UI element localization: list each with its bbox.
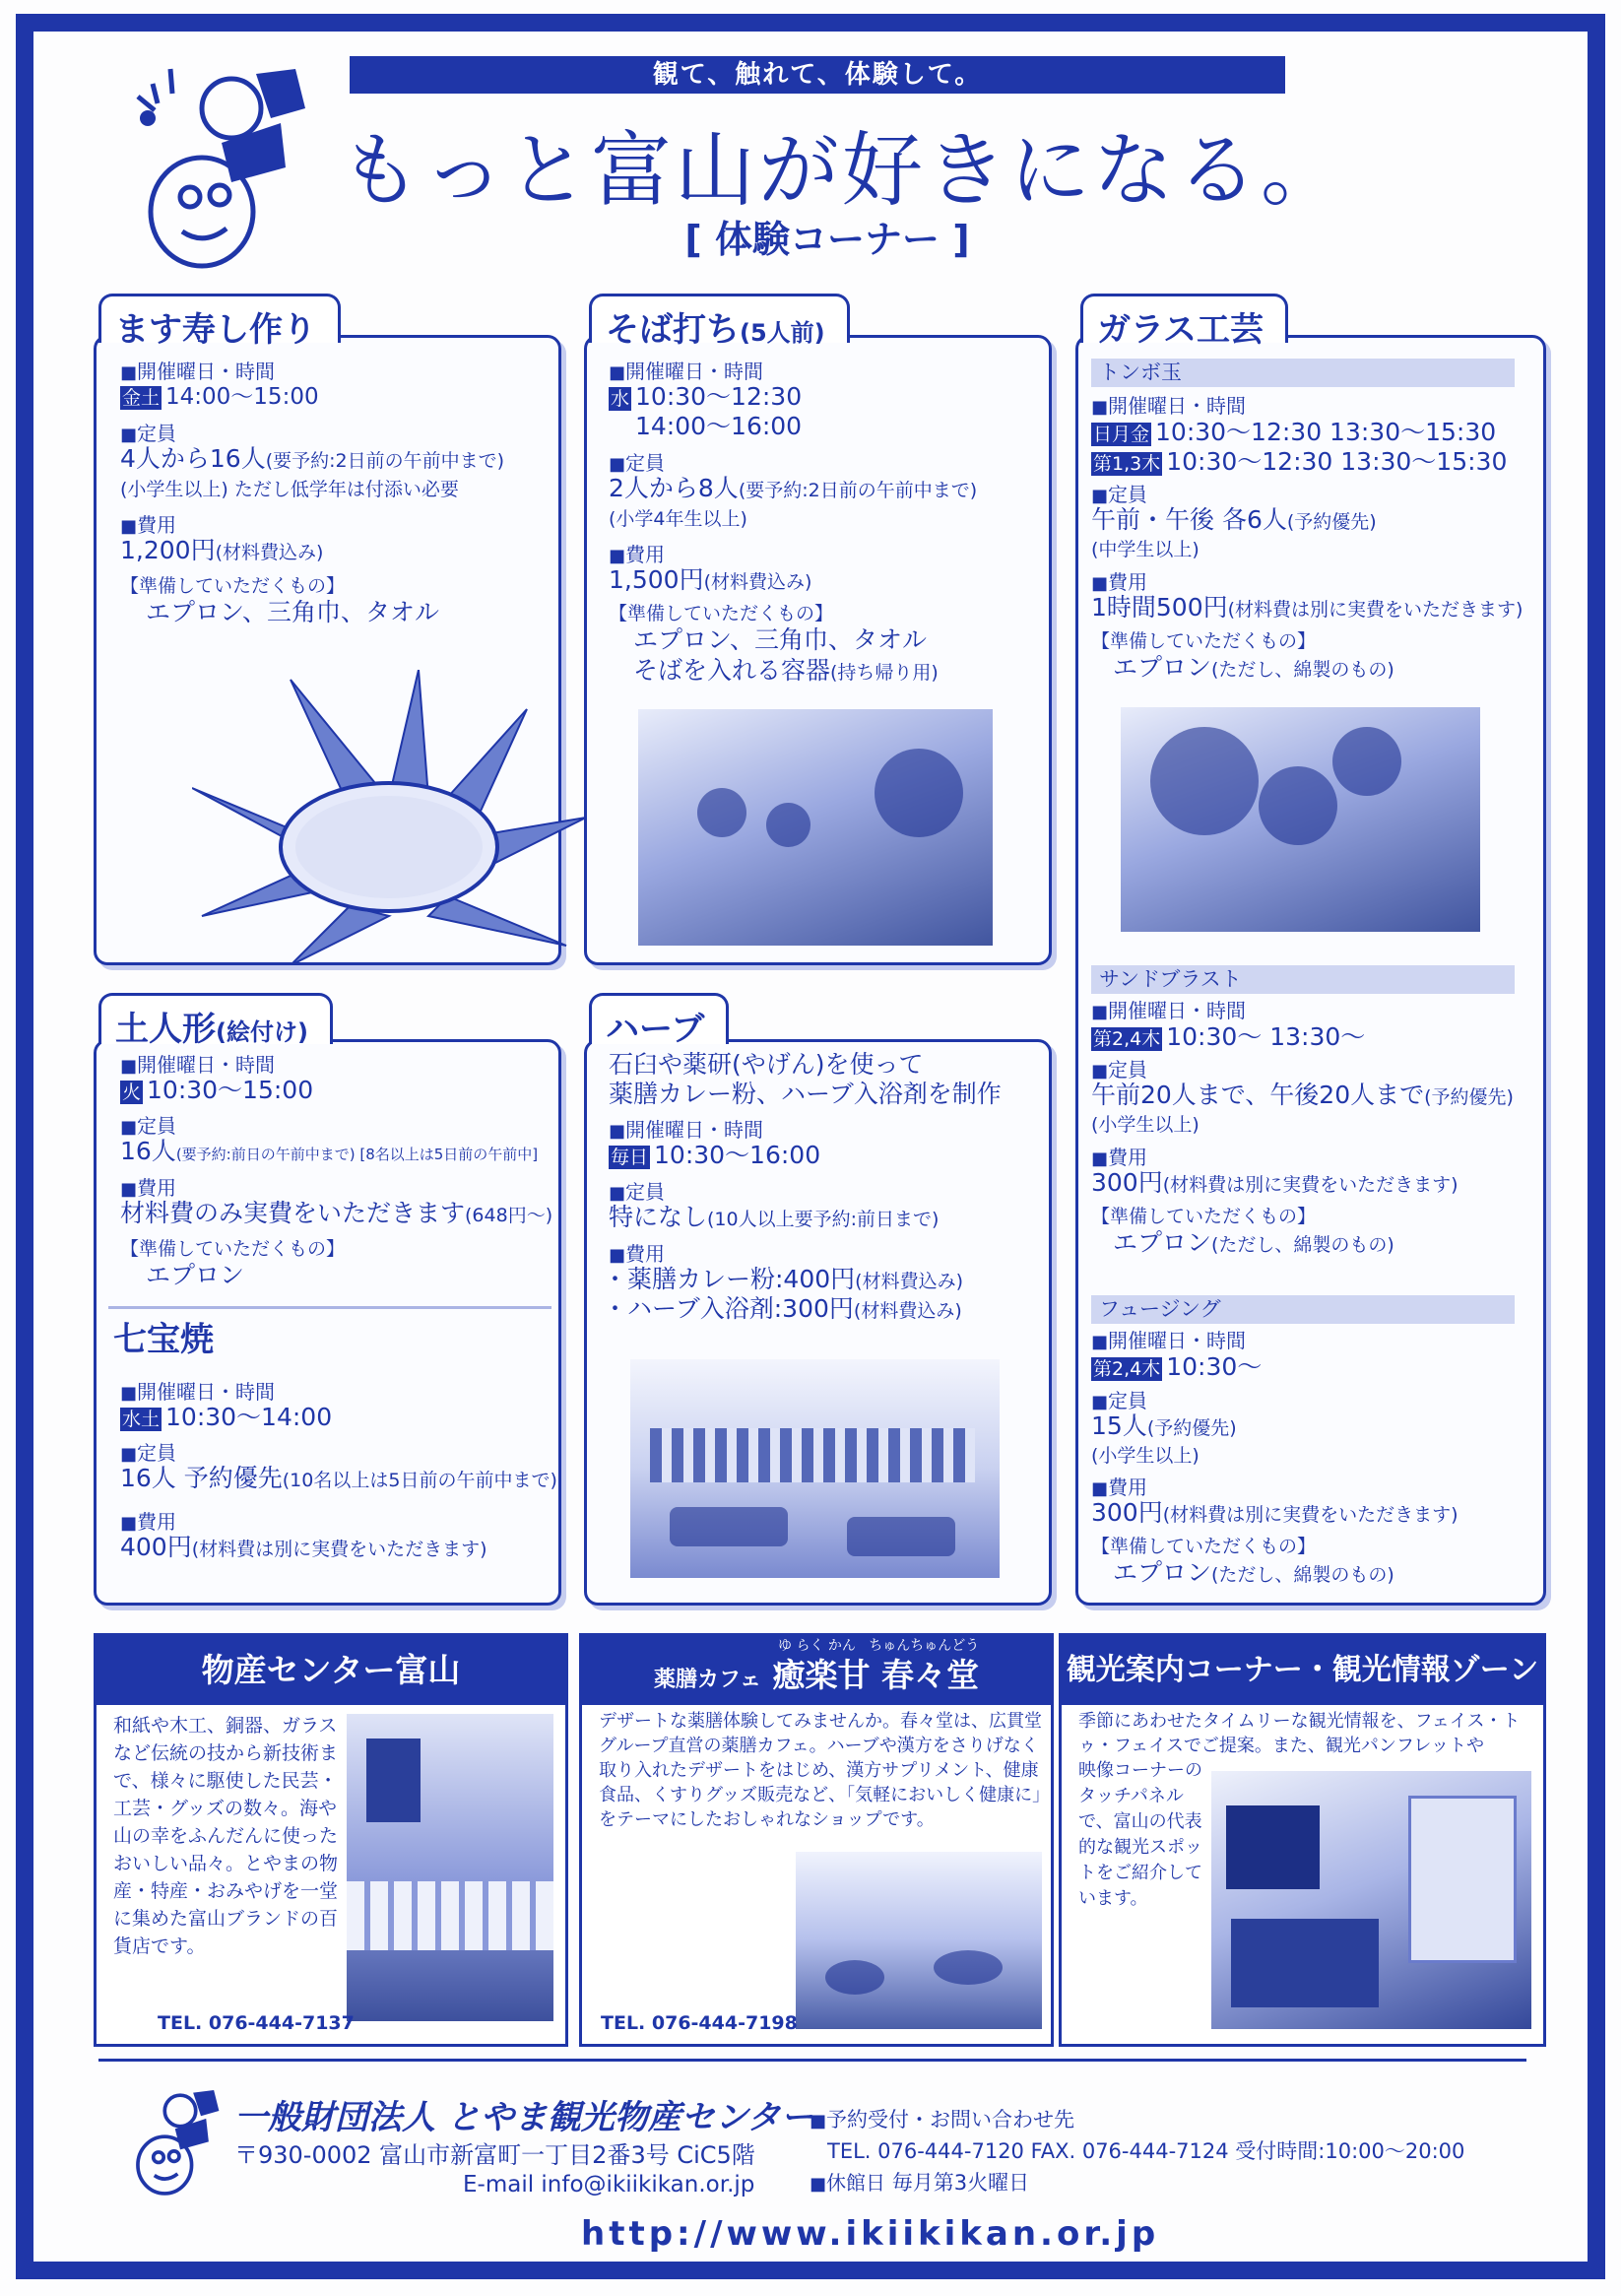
sand-capacity-value: 午前20人まで、午後20人まで [1091, 1081, 1425, 1109]
herb-time: 10:30〜16:00 [654, 1141, 821, 1169]
soba-day-badge: 水 [611, 388, 630, 410]
fusing-fee [1091, 1498, 1459, 1530]
tsuchi-capacity-note: (要予約:前日の午前中まで) [8名以上は5日前の午前中] [175, 1146, 539, 1163]
masu-sushi-illustration [192, 670, 606, 965]
contact-label: ■ 予約受付・お問い合わせ先 [810, 2104, 1074, 2133]
bussan-text: 和紙や木工、銅器、ガラスなど伝統の技から新技術まで、様々に駆使した民芸・工芸・グッズの数々。海や山の幸をふんだんに使ったおいしい品々。とやまの物産・特産・おみやげを一堂に集めた富山ブランドの百貨店です。 [113, 1715, 339, 1957]
cafe-title-main: 癒楽甘 春々堂 [772, 1656, 979, 1694]
soba-capacity [609, 474, 977, 505]
website-url[interactable]: http://www.ikiikikan.or.jp [581, 2214, 1160, 2254]
tsuchi-schedule-label: ■ 開催曜日・時間 [120, 1050, 275, 1082]
masu-day-badge: 金土 [122, 387, 161, 409]
mascot-logo [113, 49, 310, 271]
soba-schedule-label: ■ 開催曜日・時間 [609, 357, 763, 388]
tombo-bring [1113, 653, 1394, 685]
shippo-capacity-note: (10名以上は5日前の午前中まで) [282, 1470, 557, 1491]
shippo-day-badge: 水土 [122, 1409, 161, 1430]
bussan-photo [347, 1714, 553, 2021]
sand-day-badge: 第2,4木 [1093, 1028, 1161, 1050]
soba-bring1: エプロン、三角巾、タオル [633, 625, 928, 654]
sand-subtitle: サンドブラスト [1091, 965, 1515, 994]
tsuchi-day-badge: 火 [122, 1082, 142, 1103]
tsuchi-fee-label: ■ 費用 [120, 1173, 176, 1205]
main-title: もっと富山が好きになる。 [340, 124, 1345, 218]
masu-capacity-note2: (小学生以上) ただし低学年は付添い必要 [120, 479, 459, 500]
shippo-capacity [120, 1464, 557, 1495]
bussan-title: 物産センター富山 [97, 1636, 565, 1705]
soba-fee-value: 1,500円 [609, 565, 704, 594]
title-soba [589, 294, 850, 350]
fusing-bring [1113, 1558, 1394, 1590]
tombo-capacity [1091, 505, 1377, 537]
fusing-capacity-label: ■ 定員 [1091, 1386, 1147, 1417]
sand-schedule [1091, 1022, 1365, 1052]
herb-desc1: 石臼や薬研(やげん)を使って [609, 1050, 924, 1079]
soba-bring-label: 【準備していただくもの】 [609, 603, 834, 624]
shippo-fee-value: 400円 [120, 1533, 192, 1561]
sand-bring [1113, 1228, 1394, 1260]
email-link[interactable]: E-mail info@ikiikikan.or.jp [463, 2172, 755, 2198]
sand-bring-value: エプロン [1113, 1228, 1212, 1257]
fusing-capacity-note: (予約優先) [1146, 1417, 1237, 1439]
address: 〒930-0002 富山市新富町一丁目2番3号 CiC5階 [234, 2141, 755, 2169]
tsuchi-fee-value: 材料費のみ実費をいただきます [120, 1199, 466, 1227]
tsuchi-divider [108, 1306, 551, 1309]
soba-capacity-label: ■ 定員 [609, 448, 665, 480]
soba-time2: 14:00〜16:00 [635, 412, 803, 440]
shippo-title: 七宝焼 [113, 1320, 214, 1359]
tsuchi-fee [120, 1199, 552, 1230]
tsuchi-capacity [120, 1137, 538, 1169]
shippo-capacity-label: ■ 定員 [120, 1438, 176, 1470]
fusing-bring-note: (ただし、綿製のもの) [1211, 1564, 1394, 1586]
soba-title-small: (5人前) [740, 319, 825, 347]
herb-fee2 [603, 1294, 962, 1326]
herb-fee-label: ■ 費用 [609, 1239, 665, 1271]
shippo-capacity-value: 16人 予約優先 [120, 1464, 283, 1492]
glass-photo [1121, 707, 1480, 932]
title-glass: ガラス工芸 [1080, 294, 1288, 343]
title-tsuchi [98, 993, 333, 1049]
tsuchi-fee-note: (648円〜) [465, 1205, 553, 1226]
kanko-photo [1211, 1771, 1531, 2029]
soba-photo [638, 709, 993, 946]
soba-schedule [609, 382, 802, 412]
fusing-bring-label: 【準備していただくもの】 [1091, 1536, 1317, 1557]
tombo-day2-badge: 第1,3木 [1093, 453, 1161, 475]
sand-fee-label: ■ 費用 [1091, 1143, 1147, 1174]
tsuchi-title-small: (絵付け) [216, 1018, 308, 1046]
tombo-schedule1 [1091, 418, 1496, 447]
herb-schedule [609, 1141, 820, 1170]
fusing-fee-note: (材料費は別に実費をいただきます) [1162, 1504, 1459, 1526]
footer-mascot-logo [118, 2076, 222, 2199]
masu-capacity-value: 4人から16人 [120, 444, 266, 473]
herb-fee1 [603, 1265, 963, 1296]
kanko-text2: 映像コーナーのタッチパネルで、富山の代表的な観光スポットをご紹介しています。 [1078, 1760, 1202, 1909]
tombo-bring-note: (ただし、綿製のもの) [1211, 659, 1394, 681]
masu-capacity-note: (要予約:2日前の午前中まで) [265, 450, 505, 472]
sand-capacity-label: ■ 定員 [1091, 1055, 1147, 1086]
herb-capacity-note: (10人以上要予約:前日まで) [707, 1209, 940, 1230]
kanko-text1: 季節にあわせたタイムリーな観光情報を、フェイス・トゥ・フェイスでご提案。また、観光パンフレットや [1078, 1711, 1521, 1756]
masu-bring: エプロン、三角巾、タオル [146, 598, 440, 626]
herb-fee1-note: (材料費込み) [855, 1271, 963, 1292]
sand-bring-label: 【準備していただくもの】 [1091, 1206, 1317, 1227]
tombo-bring-label: 【準備していただくもの】 [1091, 630, 1317, 652]
tsuchi-capacity-label: ■ 定員 [120, 1111, 176, 1143]
herb-day-badge: 毎日 [611, 1147, 649, 1168]
tombo-fee [1091, 593, 1523, 624]
fusing-bring-value: エプロン [1113, 1558, 1212, 1587]
masu-capacity [120, 444, 504, 476]
masu-time: 14:00〜15:00 [165, 384, 319, 410]
tombo-capacity-note: (予約優先) [1286, 511, 1377, 533]
masu-schedule-label: ■ 開催曜日・時間 [120, 357, 275, 388]
tombo-capacity-label: ■ 定員 [1091, 480, 1147, 511]
soba-time1: 10:30〜12:30 [635, 382, 803, 411]
soba-fee-label: ■ 費用 [609, 540, 665, 571]
title-herb: ハーブ [589, 993, 729, 1044]
sand-schedule-label: ■ 開催曜日・時間 [1091, 996, 1246, 1027]
cafe-tel: TEL. 076-444-7198 [601, 2012, 798, 2034]
soba-capacity-value: 2人から8人 [609, 474, 739, 502]
sand-fee [1091, 1168, 1459, 1200]
herb-capacity [609, 1203, 939, 1234]
fusing-capacity-note2: (小学生以上) [1091, 1445, 1200, 1467]
masu-capacity-label: ■ 定員 [120, 419, 176, 450]
shippo-fee-note: (材料費は別に実費をいただきます) [191, 1539, 487, 1560]
cafe-photo [796, 1852, 1042, 2029]
sand-capacity [1091, 1081, 1514, 1112]
soba-bring2-value: そばを入れる容器 [633, 656, 831, 685]
soba-capacity-note: (要予約:2日前の午前中まで) [738, 480, 978, 501]
sand-fee-value: 300円 [1091, 1168, 1163, 1197]
masu-bring-label: 【準備していただくもの】 [120, 575, 346, 597]
masu-fee-value: 1,200円 [120, 536, 216, 564]
closed-value: 毎月第3火曜日 [891, 2171, 1030, 2195]
herb-fee1-value: ・薬膳カレー粉:400円 [603, 1265, 856, 1293]
fusing-subtitle: フュージング [1091, 1295, 1515, 1324]
fusing-capacity [1091, 1411, 1237, 1443]
title-masu: ます寿し作り [98, 294, 341, 343]
tombo-day1-badge: 日月金 [1093, 424, 1150, 445]
sand-bring-note: (ただし、綿製のもの) [1211, 1234, 1394, 1256]
org-name: 一般財団法人 とやま観光物産センター [234, 2098, 814, 2137]
soba-fee [609, 565, 811, 597]
tombo-subtitle: トンボ玉 [1091, 359, 1515, 387]
soba-fee-note: (材料費込み) [703, 571, 812, 593]
tsuchi-title-text: 土人形 [115, 1010, 216, 1049]
bussan-tel: TEL. 076-444-7137 [158, 2012, 355, 2034]
herb-schedule-label: ■ 開催曜日・時間 [609, 1115, 763, 1147]
herb-capacity-label: ■ 定員 [609, 1177, 665, 1209]
tsuchi-capacity-value: 16人 [120, 1137, 176, 1165]
fusing-schedule [1091, 1352, 1262, 1382]
section-title: [ 体験コーナー ] [684, 218, 970, 261]
tsuchi-bring: エプロン [146, 1261, 245, 1289]
tombo-fee-value: 1時間500円 [1091, 593, 1228, 622]
masu-fee [120, 536, 323, 567]
tombo-schedule2 [1091, 447, 1507, 477]
tombo-capacity-value: 午前・午後 各6人 [1091, 505, 1287, 534]
herb-fee2-note: (材料費込み) [853, 1300, 962, 1322]
fusing-capacity-value: 15人 [1091, 1411, 1147, 1440]
tsuchi-time: 10:30〜15:00 [147, 1076, 314, 1104]
herb-capacity-value: 特になし [609, 1203, 708, 1231]
soba-bring2 [633, 656, 939, 688]
contact-tel: TEL. 076-444-7120 FAX. 076-444-7124 受付時間:10:00〜20:00 [827, 2139, 1465, 2163]
fusing-day-badge: 第2,4木 [1093, 1358, 1161, 1380]
herb-desc2: 薬膳カレー粉、ハーブ入浴剤を制作 [609, 1080, 1002, 1108]
masu-schedule [120, 382, 319, 412]
tombo-bring-value: エプロン [1113, 653, 1212, 682]
herb-photo [630, 1359, 1000, 1578]
sand-time: 10:30〜 13:30〜 [1166, 1022, 1366, 1051]
fusing-fee-value: 300円 [1091, 1498, 1163, 1527]
closed-day [810, 2167, 1029, 2197]
cafe-ruby: ゆ らく かん ちゅんちゅんどう [778, 1638, 980, 1654]
shippo-schedule [120, 1403, 332, 1432]
tombo-time2: 10:30〜12:30 13:30〜15:30 [1166, 447, 1508, 476]
soba-bring2-note: (持ち帰り用) [830, 662, 939, 684]
soba-capacity-note2: (小学4年生以上) [609, 508, 747, 530]
cafe-text: デザートな薬膳体験してみませんか。春々堂は、広貫堂グループ直営の薬膳カフェ。ハーブや漢方をさりげなく取り入れたデザートをはじめ、漢方サプリメント、健康食品、くすりグッズ販売など、「気軽においしく健康に」をテーマにしたおしゃれなショップです。 [599, 1711, 1042, 1830]
soba-title-text: そば打ち [606, 310, 740, 350]
shippo-fee [120, 1533, 487, 1564]
kanko-title: 観光案内コーナー・観光情報ゾーン [1062, 1636, 1543, 1705]
shippo-time: 10:30〜14:00 [165, 1403, 333, 1431]
footer-divider [98, 2059, 1526, 2062]
shippo-schedule-label: ■ 開催曜日・時間 [120, 1377, 275, 1409]
tsuchi-schedule [120, 1076, 313, 1105]
tagline-bar: 観て、触れて、体験して。 [350, 56, 1285, 94]
tombo-fee-note: (材料費は別に実費をいただきます) [1227, 599, 1524, 621]
fusing-schedule-label: ■ 開催曜日・時間 [1091, 1326, 1246, 1357]
tombo-capacity-note2: (中学生以上) [1091, 539, 1200, 560]
masu-fee-note: (材料費込み) [215, 542, 324, 563]
shippo-fee-label: ■ 費用 [120, 1507, 176, 1539]
tombo-schedule-label: ■ 開催曜日・時間 [1091, 391, 1246, 423]
tsuchi-bring-label: 【準備していただくもの】 [120, 1238, 346, 1260]
fusing-fee-label: ■ 費用 [1091, 1473, 1147, 1504]
sand-fee-note: (材料費は別に実費をいただきます) [1162, 1174, 1459, 1196]
masu-fee-label: ■ 費用 [120, 510, 176, 542]
sand-capacity-note: (予約優先) [1424, 1086, 1514, 1108]
herb-fee2-value: ・ハーブ入浴剤:300円 [603, 1294, 854, 1323]
closed-label: ■ 休館日 [810, 2171, 885, 2195]
sand-capacity-note2: (小学生以上) [1091, 1114, 1200, 1136]
tombo-fee-label: ■ 費用 [1091, 567, 1147, 599]
tombo-time1: 10:30〜12:30 13:30〜15:30 [1155, 418, 1497, 446]
fusing-time: 10:30〜 [1166, 1352, 1263, 1381]
cafe-title-prefix: 薬膳カフェ [654, 1668, 761, 1692]
